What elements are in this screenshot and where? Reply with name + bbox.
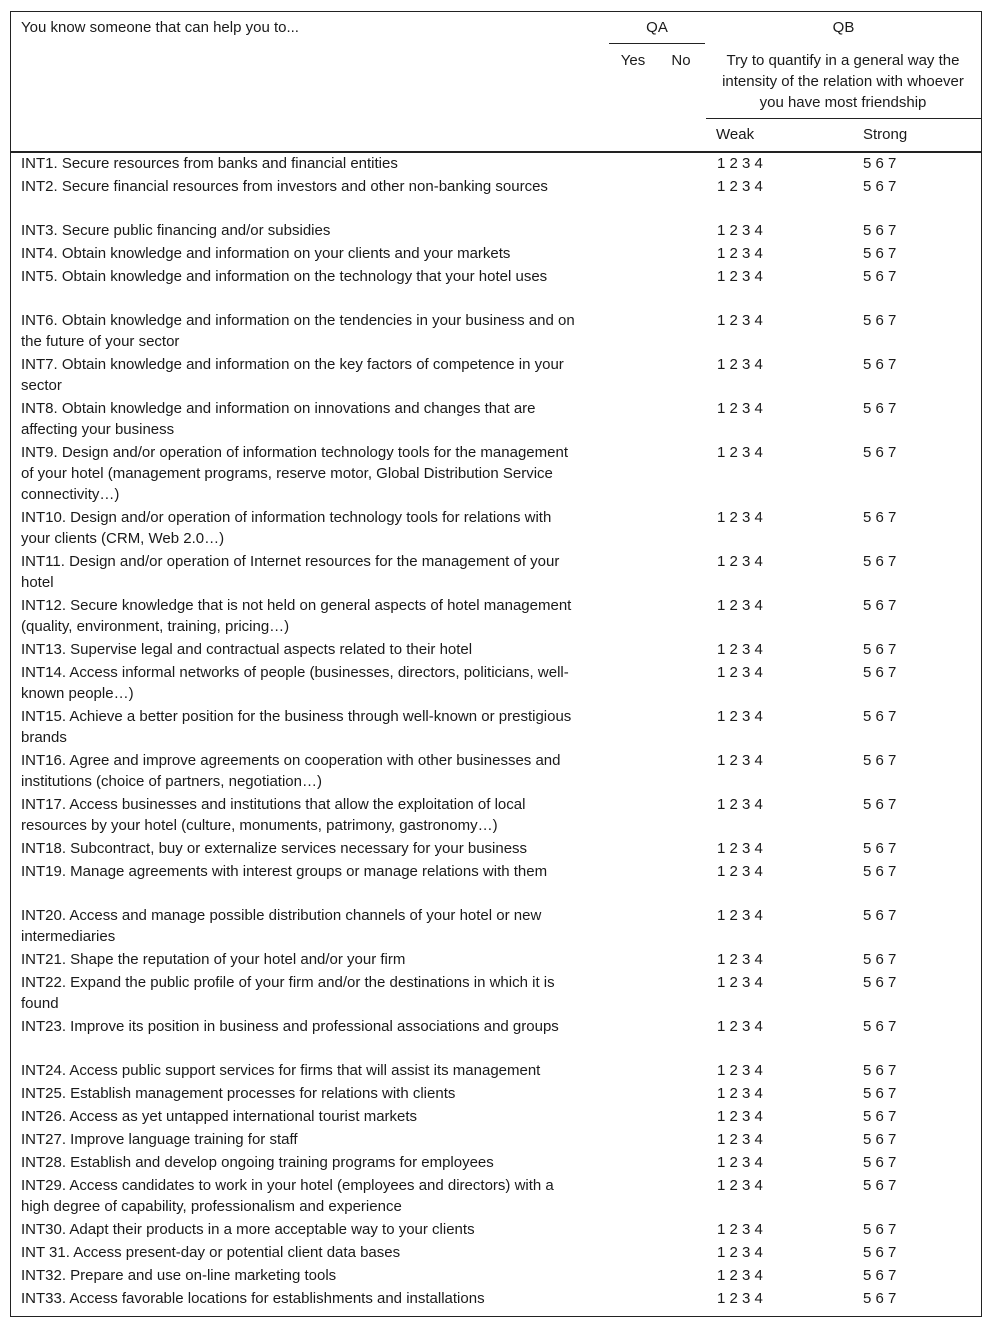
row-label-int6: INT6. Obtain knowledge and information on the tendencies in your business and on the future of your sector [21, 312, 575, 350]
row-label-int2: INT2. Secure financial resources from investors and other non-banking sources [21, 178, 548, 195]
row-strong-scale-int22: 5 6 7 [863, 974, 897, 991]
row-label-int30: INT30. Adapt their products in a more acceptable way to your clients [21, 1221, 475, 1238]
row-label-int25: INT25. Establish management processes for relations with clients [21, 1085, 456, 1102]
row-label-int1: INT1. Secure resources from banks and financial entities [21, 155, 398, 172]
row-weak-scale-int11: 1 2 3 4 [717, 553, 763, 570]
row-label-int14: INT14. Access informal networks of people (businesses, directors, politicians, well-known people…) [21, 664, 569, 702]
row-label-int19: INT19. Manage agreements with interest groups or manage relations with them [21, 863, 548, 880]
row-strong-scale-int3: 5 6 7 [863, 222, 897, 239]
row-label-int10: INT10. Design and/or operation of information technology tools for relations with your clients (CRM, Web 2.0…) [21, 509, 552, 547]
yes-header: Yes [620, 52, 646, 69]
row-weak-scale-int12: 1 2 3 4 [717, 597, 763, 614]
qb-header: QB [832, 19, 855, 36]
row-weak-scale-int22: 1 2 3 4 [717, 974, 763, 991]
row-label-int3: INT3. Secure public financing and/or subsidies [21, 222, 331, 239]
row-label-int11: INT11. Design and/or operation of Internet resources for the management of your hotel [21, 553, 560, 591]
row-strong-scale-int14: 5 6 7 [863, 664, 897, 681]
row-label-int4: INT4. Obtain knowledge and information on your clients and your markets [21, 245, 511, 262]
row-strong-scale-int26: 5 6 7 [863, 1108, 897, 1125]
row-weak-scale-int7: 1 2 3 4 [717, 356, 763, 373]
row-strong-scale-int1: 5 6 7 [863, 155, 897, 172]
weak-header: Weak [716, 126, 755, 143]
row-weak-scale-int19: 1 2 3 4 [717, 863, 763, 880]
row-strong-scale-int25: 5 6 7 [863, 1085, 897, 1102]
row-weak-scale-int4: 1 2 3 4 [717, 245, 763, 262]
row-label-int22: INT22. Expand the public profile of your firm and/or the destinations in which it is found [21, 974, 555, 1012]
qb-scale-separator [706, 118, 981, 119]
qa-underline [609, 43, 705, 44]
row-weak-scale-int2: 1 2 3 4 [717, 178, 763, 195]
row-label-int17: INT17. Access businesses and institutions that allow the exploitation of local resources by your hotel (culture, monuments, patrimony, gastronomy…) [21, 796, 526, 834]
row-label-int26: INT26. Access as yet untapped international tourist markets [21, 1108, 418, 1125]
row-weak-scale-int27: 1 2 3 4 [717, 1131, 763, 1148]
row-weak-scale-int21: 1 2 3 4 [717, 951, 763, 968]
row-strong-scale-int8: 5 6 7 [863, 400, 897, 417]
row-strong-scale-int12: 5 6 7 [863, 597, 897, 614]
row-strong-scale-int30: 5 6 7 [863, 1221, 897, 1238]
row-strong-scale-int31: 5 6 7 [863, 1244, 897, 1261]
row-label-int8: INT8. Obtain knowledge and information on innovations and changes that are affecting your business [21, 400, 536, 438]
table-right-border [981, 11, 982, 1317]
row-label-int23: INT23. Improve its position in business and professional associations and groups [21, 1018, 559, 1035]
row-weak-scale-int15: 1 2 3 4 [717, 708, 763, 725]
row-strong-scale-int21: 5 6 7 [863, 951, 897, 968]
row-label-int28: INT28. Establish and develop ongoing training programs for employees [21, 1154, 494, 1171]
row-weak-scale-int5: 1 2 3 4 [717, 268, 763, 285]
row-weak-scale-int20: 1 2 3 4 [717, 907, 763, 924]
strong-header: Strong [863, 126, 908, 143]
row-strong-scale-int19: 5 6 7 [863, 863, 897, 880]
qb-description: Try to quantify in a general way the intensity of the relation with whoever you have most friendship [722, 52, 964, 111]
row-strong-scale-int29: 5 6 7 [863, 1177, 897, 1194]
row-weak-scale-int29: 1 2 3 4 [717, 1177, 763, 1194]
row-label-int29: INT29. Access candidates to work in your hotel (employees and directors) with a high degree of capability, professionalism and experience [21, 1177, 554, 1215]
qa-header: QA [646, 19, 668, 36]
row-label-int20: INT20. Access and manage possible distribution channels of your hotel or new intermediaries [21, 907, 542, 945]
row-strong-scale-int4: 5 6 7 [863, 245, 897, 262]
row-weak-scale-int9: 1 2 3 4 [717, 444, 763, 461]
row-strong-scale-int16: 5 6 7 [863, 752, 897, 769]
row-weak-scale-int18: 1 2 3 4 [717, 840, 763, 857]
row-strong-scale-int24: 5 6 7 [863, 1062, 897, 1079]
row-weak-scale-int17: 1 2 3 4 [717, 796, 763, 813]
row-weak-scale-int25: 1 2 3 4 [717, 1085, 763, 1102]
row-label-int16: INT16. Agree and improve agreements on cooperation with other businesses and institutions (choice of partners, negotiation…) [21, 752, 561, 790]
row-weak-scale-int16: 1 2 3 4 [717, 752, 763, 769]
table-bottom-border [10, 1316, 982, 1317]
row-label-int5: INT5. Obtain knowledge and information on the technology that your hotel uses [21, 268, 548, 285]
row-strong-scale-int2: 5 6 7 [863, 178, 897, 195]
row-strong-scale-int32: 5 6 7 [863, 1267, 897, 1284]
row-weak-scale-int13: 1 2 3 4 [717, 641, 763, 658]
row-weak-scale-int28: 1 2 3 4 [717, 1154, 763, 1171]
row-label-int12: INT12. Secure knowledge that is not held on general aspects of hotel management (quality, environment, training, pricing…) [21, 597, 572, 635]
row-label-int9: INT9. Design and/or operation of information technology tools for the management of your hotel (management programs, reserve motor, Global Distribution Service connectivity…) [21, 444, 568, 503]
row-strong-scale-int15: 5 6 7 [863, 708, 897, 725]
row-strong-scale-int11: 5 6 7 [863, 553, 897, 570]
row-weak-scale-int8: 1 2 3 4 [717, 400, 763, 417]
row-strong-scale-int28: 5 6 7 [863, 1154, 897, 1171]
row-strong-scale-int13: 5 6 7 [863, 641, 897, 658]
row-strong-scale-int6: 5 6 7 [863, 312, 897, 329]
row-strong-scale-int23: 5 6 7 [863, 1018, 897, 1035]
row-strong-scale-int5: 5 6 7 [863, 268, 897, 285]
row-label-int33: INT33. Access favorable locations for establishments and installations [21, 1290, 485, 1307]
table-top-border [10, 11, 982, 12]
row-weak-scale-int6: 1 2 3 4 [717, 312, 763, 329]
row-label-int21: INT21. Shape the reputation of your hotel and/or your firm [21, 951, 406, 968]
row-label-int18: INT18. Subcontract, buy or externalize services necessary for your business [21, 840, 528, 857]
row-weak-scale-int23: 1 2 3 4 [717, 1018, 763, 1035]
row-label-int15: INT15. Achieve a better position for the business through well-known or prestigious brands [21, 708, 572, 746]
row-strong-scale-int18: 5 6 7 [863, 840, 897, 857]
row-weak-scale-int33: 1 2 3 4 [717, 1290, 763, 1307]
row-label-int27: INT27. Improve language training for staff [21, 1131, 298, 1148]
row-weak-scale-int32: 1 2 3 4 [717, 1267, 763, 1284]
row-strong-scale-int20: 5 6 7 [863, 907, 897, 924]
row-strong-scale-int33: 5 6 7 [863, 1290, 897, 1307]
row-strong-scale-int10: 5 6 7 [863, 509, 897, 526]
table-left-border [10, 11, 11, 1317]
row-weak-scale-int31: 1 2 3 4 [717, 1244, 763, 1261]
no-header: No [671, 52, 691, 69]
row-label-int13: INT13. Supervise legal and contractual aspects related to their hotel [21, 641, 473, 658]
row-weak-scale-int14: 1 2 3 4 [717, 664, 763, 681]
row-weak-scale-int3: 1 2 3 4 [717, 222, 763, 239]
row-strong-scale-int9: 5 6 7 [863, 444, 897, 461]
row-label-int24: INT24. Access public support services for firms that will assist its management [21, 1062, 541, 1079]
row-strong-scale-int27: 5 6 7 [863, 1131, 897, 1148]
row-weak-scale-int1: 1 2 3 4 [717, 155, 763, 172]
row-weak-scale-int10: 1 2 3 4 [717, 509, 763, 526]
row-label-int7: INT7. Obtain knowledge and information on the key factors of competence in your sector [21, 356, 564, 394]
row-weak-scale-int24: 1 2 3 4 [717, 1062, 763, 1079]
question-header: You know someone that can help you to... [21, 19, 299, 36]
row-weak-scale-int26: 1 2 3 4 [717, 1108, 763, 1125]
row-label-int31: INT 31. Access present-day or potential client data bases [21, 1244, 401, 1261]
row-strong-scale-int7: 5 6 7 [863, 356, 897, 373]
row-weak-scale-int30: 1 2 3 4 [717, 1221, 763, 1238]
row-strong-scale-int17: 5 6 7 [863, 796, 897, 813]
row-label-int32: INT32. Prepare and use on-line marketing tools [21, 1267, 337, 1284]
